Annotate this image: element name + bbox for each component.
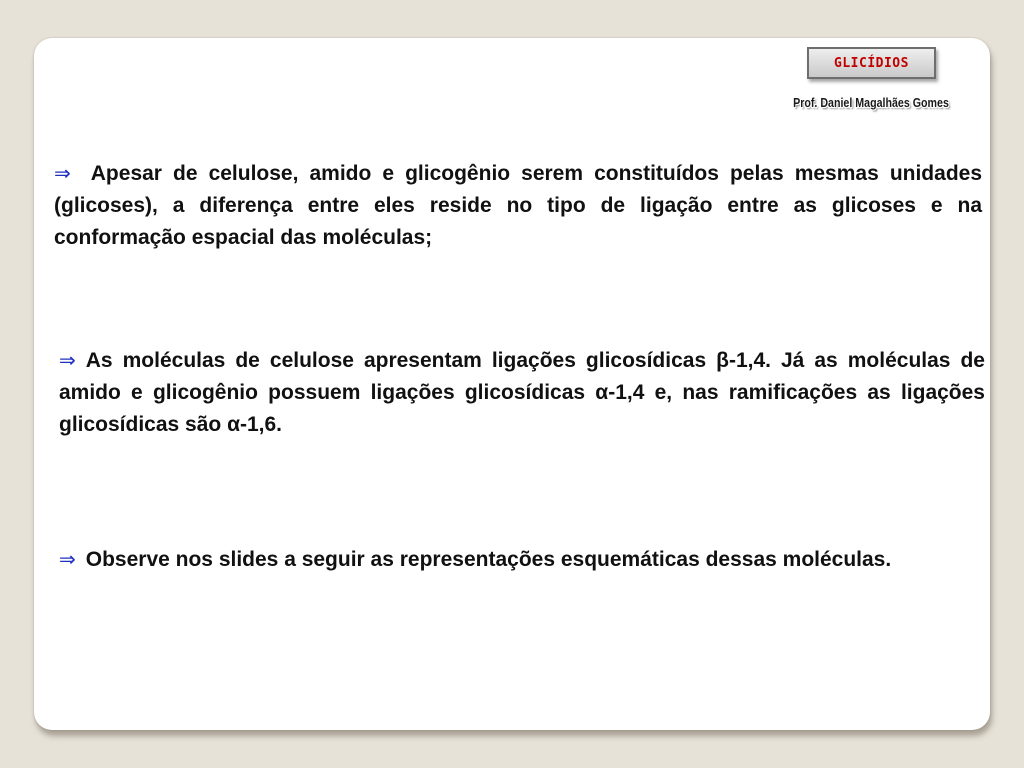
double-arrow-icon: ⇒ bbox=[59, 547, 76, 571]
topic-label: GLICÍDIOS bbox=[834, 55, 909, 71]
double-arrow-icon: ⇒ bbox=[54, 161, 71, 185]
paragraph-2-text: As moléculas de celulose apresentam ligações glicosídicas β-1,4. Já as moléculas de amido e glicogênio possuem ligações glicosídicas α-1,4 e, nas ramificações as ligações glicosídicas são α-1,6. bbox=[59, 349, 985, 436]
paragraph-3-text: Observe nos slides a seguir as representações esquemáticas dessas moléculas. bbox=[85, 548, 892, 571]
paragraph-1-text: Apesar de celulose, amido e glicogênio serem constituídos pelas mesmas unidades (glicoses), a diferença entre eles reside no tipo de ligação entre as glicoses e na conformação espacial das moléculas; bbox=[54, 162, 982, 249]
author-credit: Prof. Daniel Magalhães Gomes bbox=[793, 95, 949, 110]
paragraph-3 bbox=[59, 543, 985, 576]
paragraph-1 bbox=[54, 157, 982, 254]
topic-badge bbox=[807, 47, 936, 79]
paragraph-2 bbox=[59, 344, 985, 441]
double-arrow-icon: ⇒ bbox=[59, 348, 76, 372]
